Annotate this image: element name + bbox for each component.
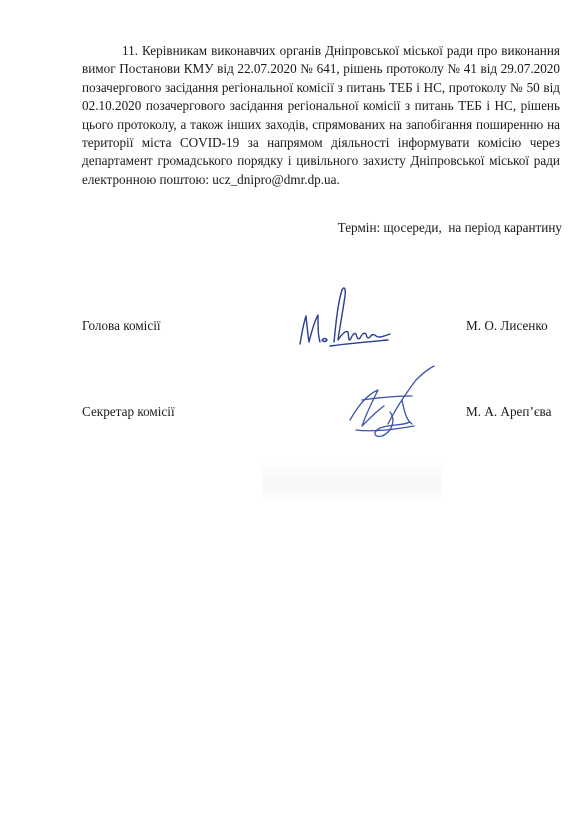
- chairman-label: Голова комісії: [82, 318, 161, 333]
- chairman-signature-icon: [290, 282, 400, 362]
- scan-artifact: [262, 462, 442, 502]
- secretary-signature-icon: [332, 360, 452, 450]
- deadline-text: Термін: щосереди, на період карантину: [337, 220, 562, 235]
- chairman-name: М. О. Лисенко: [466, 318, 548, 333]
- secretary-name: М. А. Ареп’єва: [466, 404, 552, 419]
- secretary-label: Секретар комісії: [82, 404, 175, 419]
- item-11-paragraph: 11. Керівникам виконавчих органів Дніпровської міської ради про виконання вимог Постанови КМУ від 22.07.2020 № 641, рішень протоколу № 41 від 29.07.2020 позачергового засідання регіональної комісії з питань ТЕБ і НС, протоколу № 50 від 02.10.2020 позачергового засідання регіональної комісії з питань ТЕБ і НС, рішень цього протоколу, а також інших заходів, спрямованих на запобігання поширенню на території міста COVID-19 за напрямом діяльності інформувати комісію через департамент громадського порядку і цивільного захисту Дніпровської міської ради електронною поштою: ucz_dnipro@dmr.dp.ua.: [82, 43, 560, 187]
